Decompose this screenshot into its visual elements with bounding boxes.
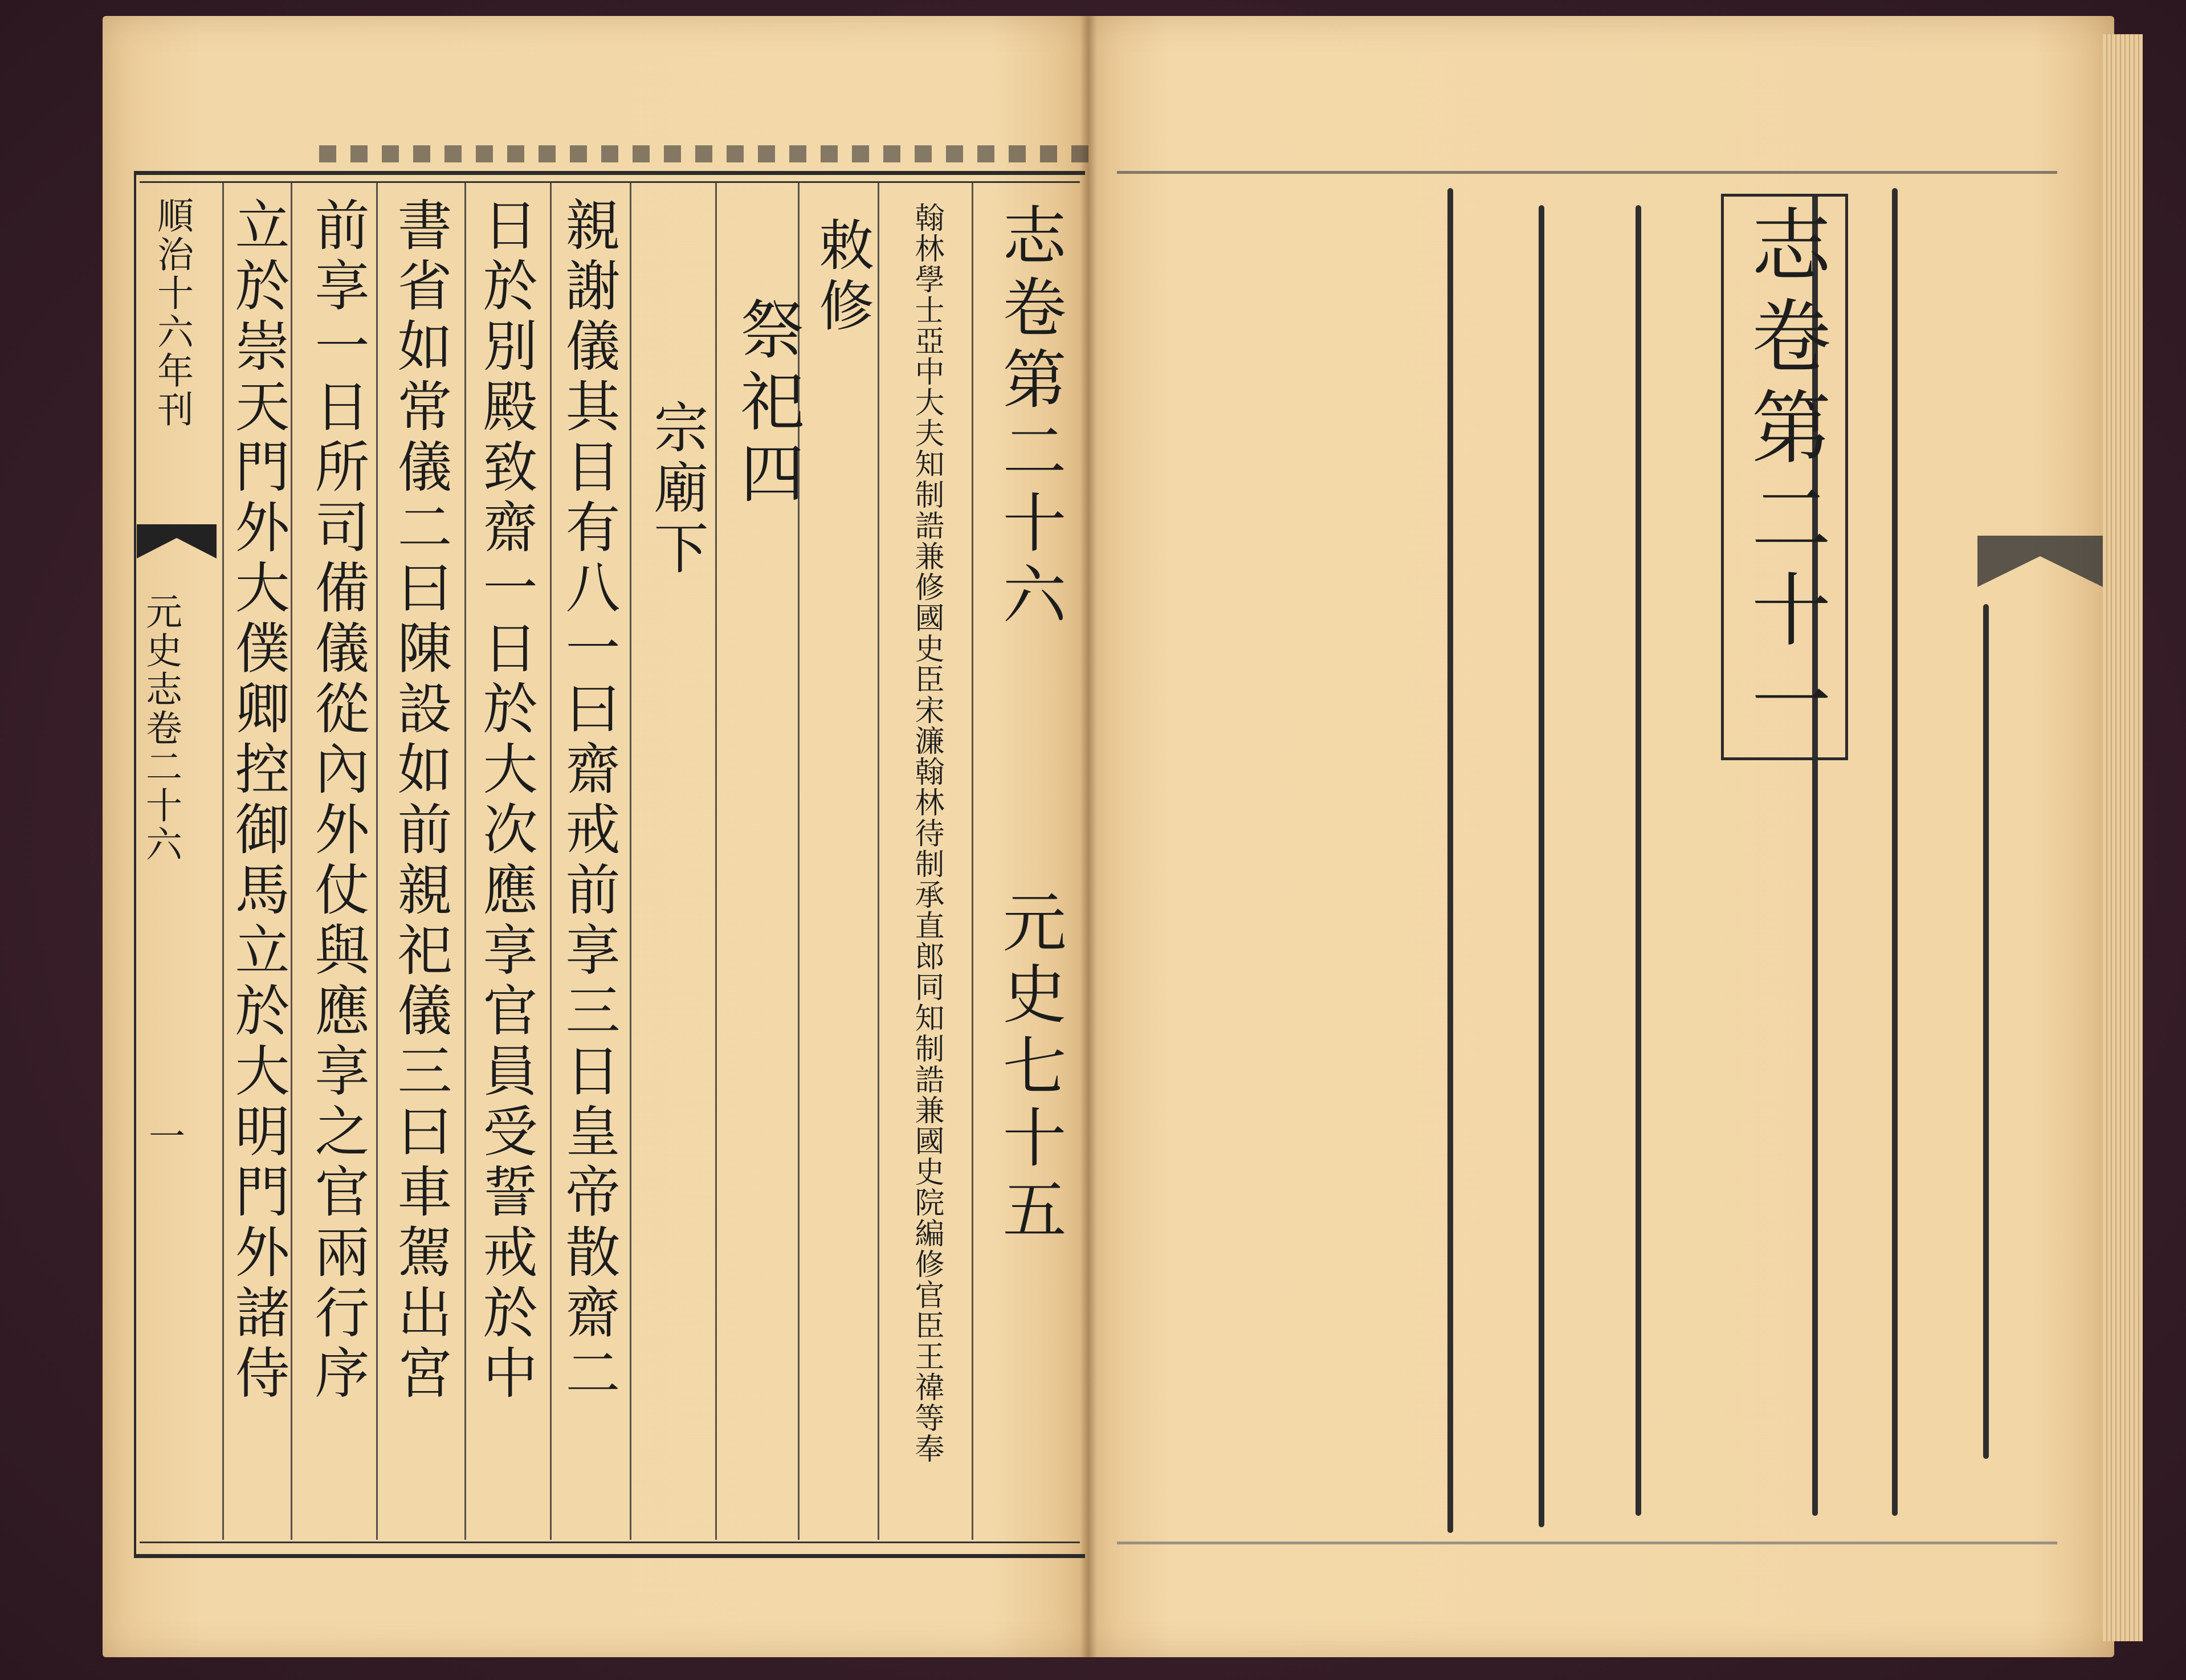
- body-column-2: 日於別殿致齋一日於大次應享官員受誓戒於中: [474, 197, 538, 1405]
- imperial-order: 敕修: [810, 217, 874, 337]
- column-rule: [1892, 188, 1898, 1516]
- body-column-5: 立於崇天門外大僕卿控御馬立於大明門外諸侍: [226, 197, 290, 1405]
- right-print-frame: [1117, 171, 2057, 1544]
- chapter-title: 志卷第二十六: [992, 202, 1066, 633]
- column-rule: [376, 181, 378, 1540]
- column-rule: [1539, 205, 1544, 1527]
- column-rule: [630, 181, 631, 1540]
- margin-volume: 元史志卷二十六: [140, 593, 182, 864]
- column-rule: [878, 181, 879, 1540]
- page-edges: [2103, 34, 2143, 1641]
- book-title: 元史七十五: [992, 889, 1066, 1248]
- right-chapter-title: 志卷第二十一: [1721, 194, 1848, 760]
- column-rule: [222, 181, 224, 1540]
- margin-date: 順治十六年刊: [151, 197, 193, 429]
- ink-smudge: [319, 145, 1088, 162]
- column-rule: [291, 181, 292, 1540]
- body-column-3: 書省如常儀二曰陳設如前親祀儀三曰車駕出宮: [389, 197, 452, 1405]
- compiler-line: 翰林學士亞中大夫知制誥兼修國史臣宋濂翰林待制承直郎同知制誥兼國史院編修官臣王禕等奉: [910, 202, 944, 1464]
- section-title: 祭祀四: [730, 296, 804, 512]
- subsection-title: 宗廟下: [645, 399, 709, 580]
- column-rule: [1447, 188, 1453, 1533]
- folio-number: 一: [142, 1117, 185, 1156]
- body-column-1: 親謝儀其目有八一曰齋戒前享三日皇帝散齋二: [557, 197, 621, 1405]
- column-rule: [1983, 604, 1989, 1459]
- column-rule: [715, 181, 717, 1540]
- column-rule: [972, 181, 973, 1540]
- column-rule: [1636, 205, 1641, 1516]
- column-rule: [464, 181, 466, 1540]
- column-rule: [550, 181, 552, 1540]
- body-column-4: 前享一日所司備儀從內外仗與應享之官兩行序: [306, 197, 370, 1405]
